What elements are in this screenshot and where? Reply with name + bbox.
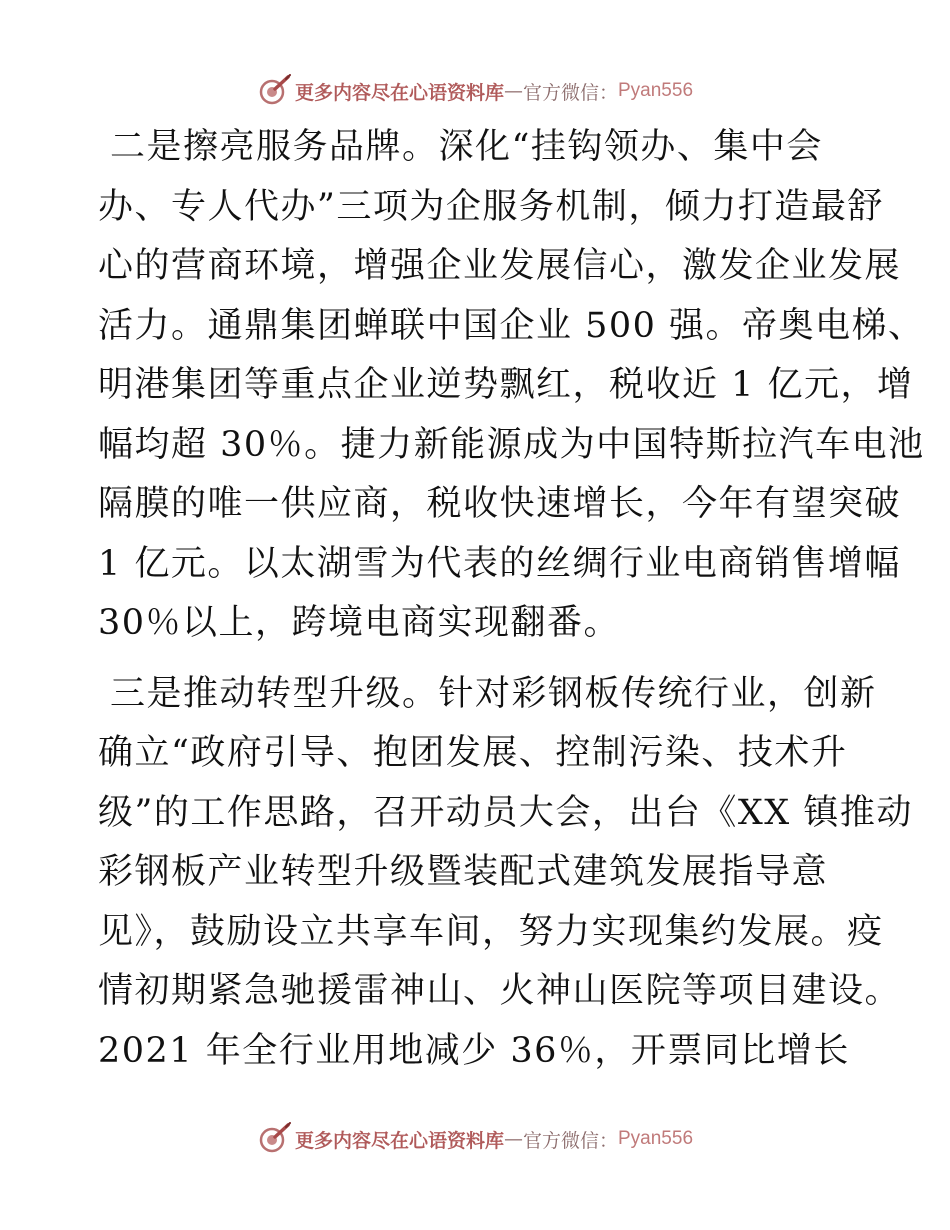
text-line: 明港集团等重点企业逆势飘红，税收近 1 亿元，增 <box>98 365 914 405</box>
text-line: 幅均超 30％。捷力新能源成为中国特斯拉汽车电池 <box>98 424 925 465</box>
text-line: 隔膜的唯一供应商，税收快速增长，今年有望突破 <box>98 484 902 524</box>
brush-logo-icon <box>257 74 291 108</box>
footer-watermark-banner <box>0 1119 950 1159</box>
brush-logo-icon <box>257 1122 291 1156</box>
paragraph-transformation-upgrade <box>98 665 913 1082</box>
text-line: 2021 年全行业用地减少 36％，开票同比增长 <box>98 1030 850 1071</box>
watermark-wechat-id: Pyan556 <box>618 80 694 101</box>
paragraph-service-brand <box>98 118 925 654</box>
header-watermark-banner <box>0 71 950 111</box>
text-line: 办、专人代办”三项为企服务机制，倾力打造最舒 <box>98 186 884 227</box>
watermark-main-text: 更多内容尽在心语资料库 <box>294 1129 504 1152</box>
text-line: 级”的工作思路，召开动员大会，出台《XX 镇推动 <box>98 792 913 833</box>
text-line: 活力。通鼎集团蝉联中国企业 500 强。帝奥电梯、 <box>98 305 925 346</box>
watermark-dash: — <box>503 1128 523 1150</box>
text-line: 心的营商环境，增强企业发展信心，激发企业发展 <box>98 246 902 286</box>
text-line: 30％以上，跨境电商实现翻番。 <box>98 603 621 643</box>
text-line: 确立“政府引导、抱团发展、控制污染、技术升 <box>98 733 848 773</box>
text-line: 情初期紧急驰援雷神山、火神山医院等项目建设。 <box>98 971 902 1011</box>
watermark-wechat-label: 官方微信： <box>522 1129 618 1152</box>
text-line: 1 亿元。以太湖雪为代表的丝绸行业电商销售增幅 <box>98 543 901 584</box>
text-line: 彩钢板产业转型升级暨装配式建筑发展指导意 <box>98 852 829 892</box>
watermark-wechat-id: Pyan556 <box>618 1128 694 1149</box>
watermark-wechat-label: 官方微信： <box>522 81 618 104</box>
document-body <box>98 118 925 1081</box>
text-line: 二是擦亮服务品牌。深化“挂钩领办、集中会 <box>110 127 823 167</box>
text-line: 见》，鼓励设立共享车间，努力实现集约发展。疫 <box>98 911 884 952</box>
text-line: 三是推动转型升级。针对彩钢板传统行业，创新 <box>110 673 877 714</box>
watermark-dash: — <box>503 80 523 102</box>
watermark-main-text: 更多内容尽在心语资料库 <box>294 81 504 104</box>
